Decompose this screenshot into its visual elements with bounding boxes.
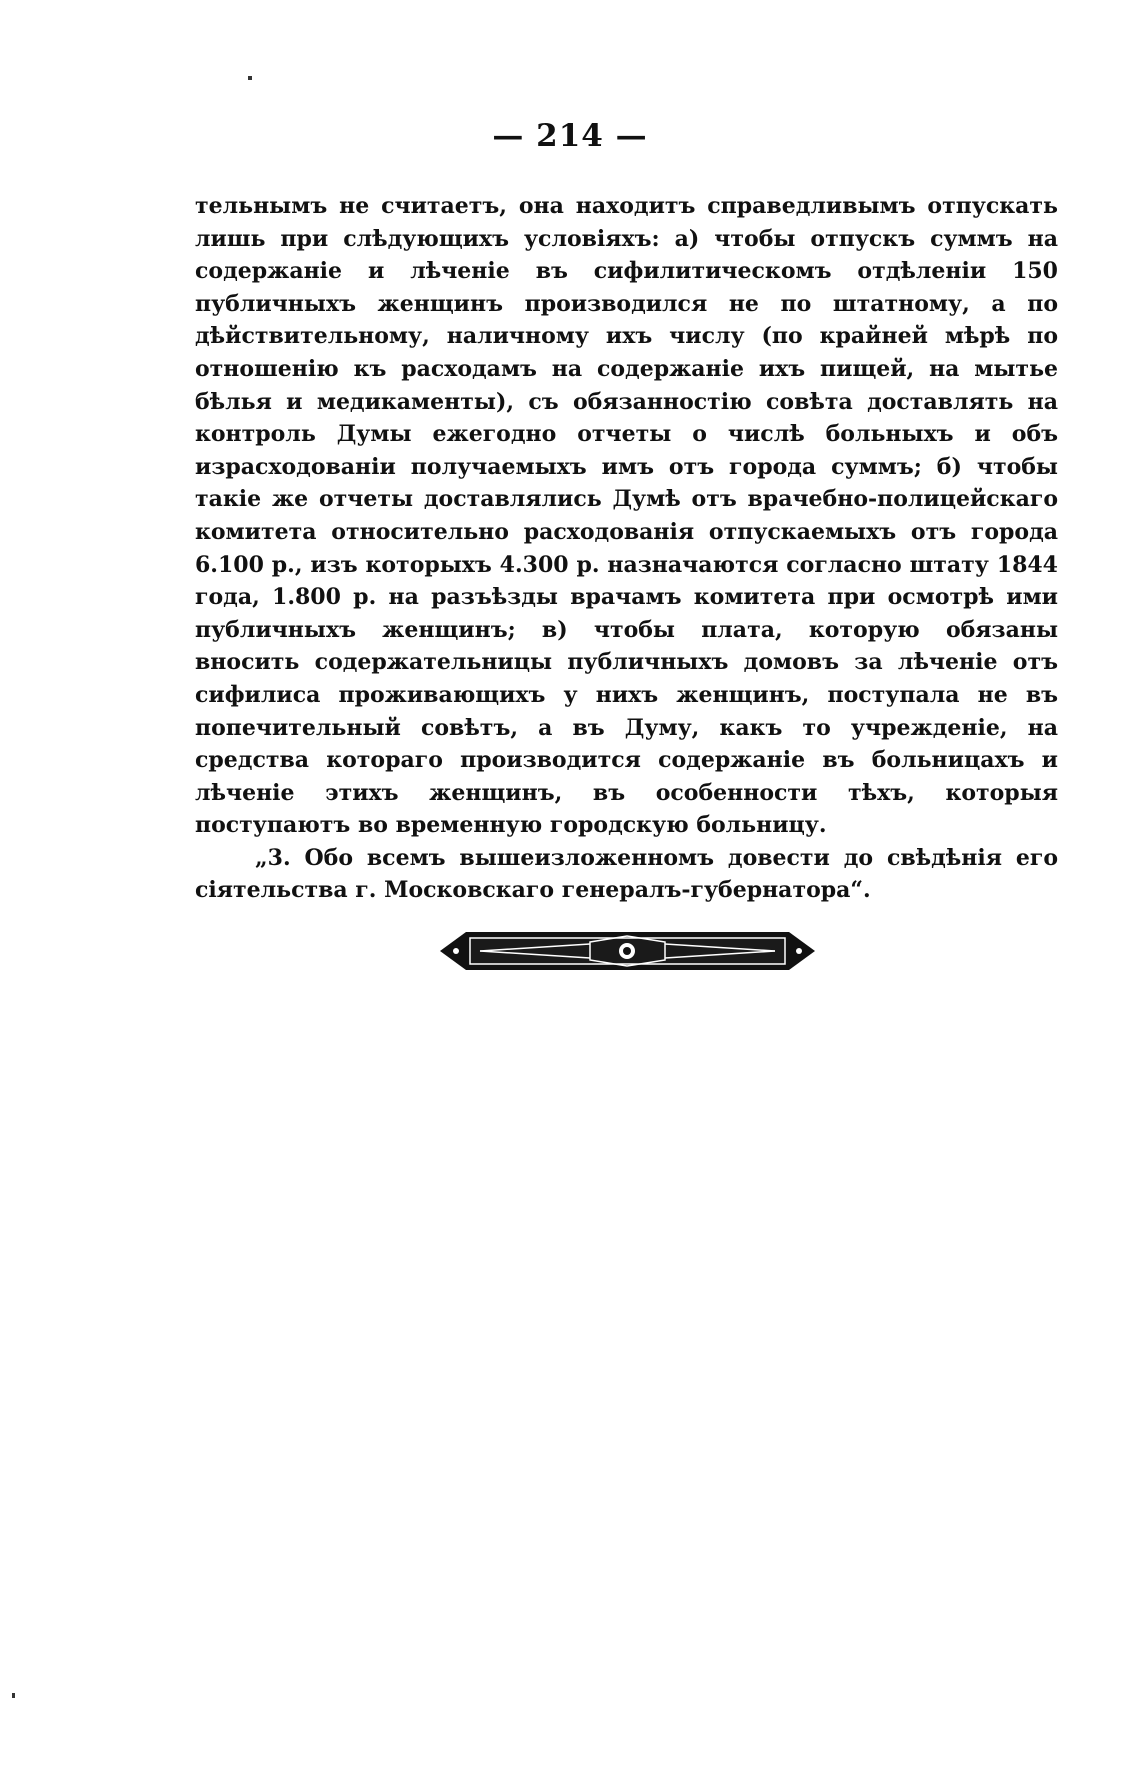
paragraph-1: тельнымъ не считаетъ, она находитъ справедливымъ отпускать лишь при слѣдующихъ условіяхъ: а) чтобы отпускъ суммъ на содержаніе и лѣченіе въ сифилитическомъ отдѣленіи 150 публичныхъ женщинъ производился не по штатному, а по дѣйствительному, наличному ихъ числу (по крайней мѣрѣ по отношенію къ расходамъ на содержаніе ихъ пищей, на мытье бѣлья и медикаменты), съ обязанностію совѣта доставлять на контроль Думы ежегодно отчеты о числѣ больныхъ и объ израсходованіи получаемыхъ имъ отъ города суммъ; б) чтобы такіе же отчеты доставлялись Думѣ отъ врачебно-полицейскаго комитета относительно расходованія отпускаемыхъ отъ города 6.100 р., изъ которыхъ 4.300 р. назначаются согласно штату 1844 года, 1.800 р. на разъѣзды врачамъ комитета при осмотрѣ ими публичныхъ женщинъ; в) чтобы плата, которую обязаны вносить содержательницы публичныхъ домовъ за лѣченіе отъ сифилиса проживающихъ у нихъ женщинъ, поступала не въ попечительный совѣтъ, а въ Думу, какъ то учрежденіе, на средства котораго производится содержаніе въ больницахъ и лѣченіе этихъ женщинъ, въ особенности тѣхъ, которыя поступаютъ во временную городскую больницу. [195, 193, 1058, 839]
document-body [195, 190, 1058, 907]
paragraph-2: „3. Обо всемъ вышеизложенномъ довести до свѣдѣнія его сіятельства г. Московскаго генералъ-губернатора“. [195, 844, 1058, 904]
ornament-divider-icon [440, 926, 815, 976]
page-number: — 214 — [492, 118, 648, 154]
